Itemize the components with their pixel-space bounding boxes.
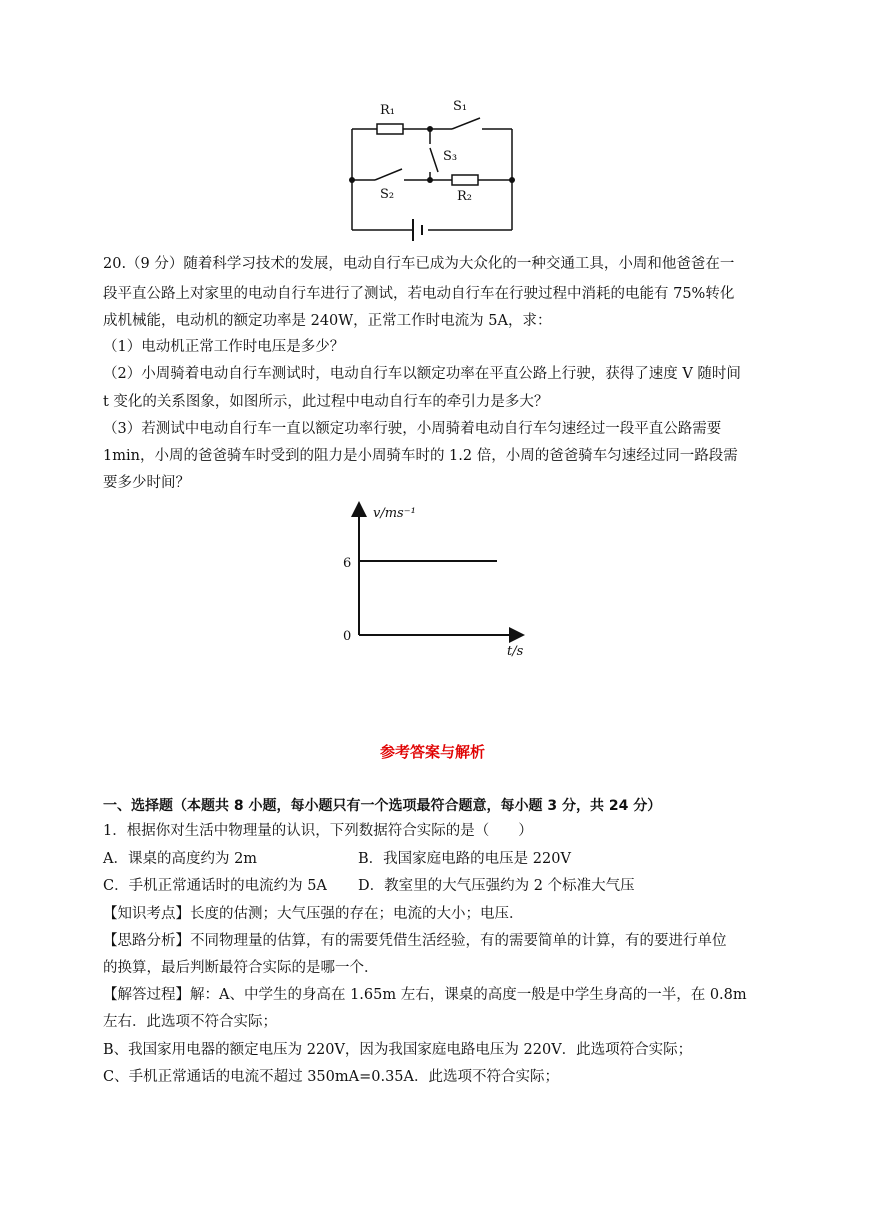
label-r2: R₂ <box>457 189 472 204</box>
battery <box>413 219 422 241</box>
y-tick-label-6: 6 <box>343 556 352 571</box>
q1-stem: 1．根据你对生活中物理量的认识，下列数据符合实际的是（ ） <box>103 823 533 839</box>
switch-s3 <box>430 148 438 172</box>
q1-analysis-line-2: 的换算，最后判断最符合实际的是哪一个． <box>103 960 379 976</box>
circuit-diagram <box>340 92 530 252</box>
problem20-line-4: （1）电动机正常工作时电压是多少？ <box>103 339 345 355</box>
label-s2: S₂ <box>380 187 395 202</box>
problem20-line-7: （3）若测试中电动自行车一直以额定功率行驶，小周骑着电动自行车匀速经过一段平直公路需要 <box>103 421 722 437</box>
problem20-line-6: t 变化的关系图象，如图所示，此过程中电动自行车的牵引力是多大？ <box>103 394 549 410</box>
y-tick-label-0: 0 <box>343 629 352 644</box>
label-r1: R₁ <box>380 103 395 118</box>
problem20-line-2: 段平直公路上对家里的电动自行车进行了测试，若电动自行车在行驶过程中消耗的电能有 75%转化 <box>103 286 735 302</box>
switch-s2 <box>375 169 402 180</box>
q1-option-a: A．课桌的高度约为 2m <box>103 851 258 867</box>
problem20-line-3: 成机械能，电动机的额定功率是 240W，正常工作时电流为 5A，求： <box>103 313 552 329</box>
answers-title: 参考答案与解析 <box>380 743 486 761</box>
q1-option-d: D．教室里的大气压强约为 2 个标准大气压 <box>358 878 635 894</box>
resistor-r1 <box>377 124 403 134</box>
q1-knowledge: 【知识考点】长度的估测；大气压强的存在；电流的大小；电压． <box>103 906 524 922</box>
section-heading: 一、选择题（本题共 8 小题，每小题只有一个选项最符合题意，每小题 3 分，共 24 分） <box>103 798 662 814</box>
q1-solution-line-2: 左右．此选项不符合实际； <box>103 1014 277 1030</box>
q1-option-c: C．手机正常通话时的电流约为 5A <box>103 878 327 894</box>
problem20-line-5: （2）小周骑着电动自行车测试时，电动自行车以额定功率在平直公路上行驶，获得了速度 V 随时间 <box>103 366 741 382</box>
label-s1: S₁ <box>453 99 468 114</box>
problem20-line-1: 20.（9 分）随着科学习技术的发展，电动自行车已成为大众化的一种交通工具，小周和他爸爸在一 <box>103 256 735 272</box>
q1-solution-line-1: 【解答过程】解：A、中学生的身高在 1.65m 左右，课桌的高度一般是中学生身高的一半，在 0.8m <box>103 987 747 1003</box>
x-axis-label: t/s <box>507 644 524 659</box>
q1-solution-line-4: C、手机正常通话的电流不超过 350mA=0.35A．此选项不符合实际； <box>103 1069 560 1085</box>
label-s3: S₃ <box>443 149 458 164</box>
switch-s1 <box>452 118 480 129</box>
q1-solution-line-3: B、我国家用电器的额定电压为 220V，因为我国家庭电路电压为 220V．此选项符合实际； <box>103 1042 693 1058</box>
resistor-r2 <box>452 175 478 185</box>
q1-option-b: B．我国家庭电路的电压是 220V <box>358 851 571 867</box>
problem20-line-9: 要多少时间？ <box>103 475 190 491</box>
y-axis-label: v/ms⁻¹ <box>373 506 416 521</box>
problem20-line-8: 1min，小周的爸爸骑车时受到的阻力是小周骑车时的 1.2 倍，小周的爸爸骑车匀速经过同一路段需 <box>103 448 738 464</box>
velocity-time-chart <box>335 495 535 665</box>
q1-analysis-line-1: 【思路分析】不同物理量的估算，有的需要凭借生活经验，有的需要简单的计算，有的要进行单位 <box>103 933 727 949</box>
